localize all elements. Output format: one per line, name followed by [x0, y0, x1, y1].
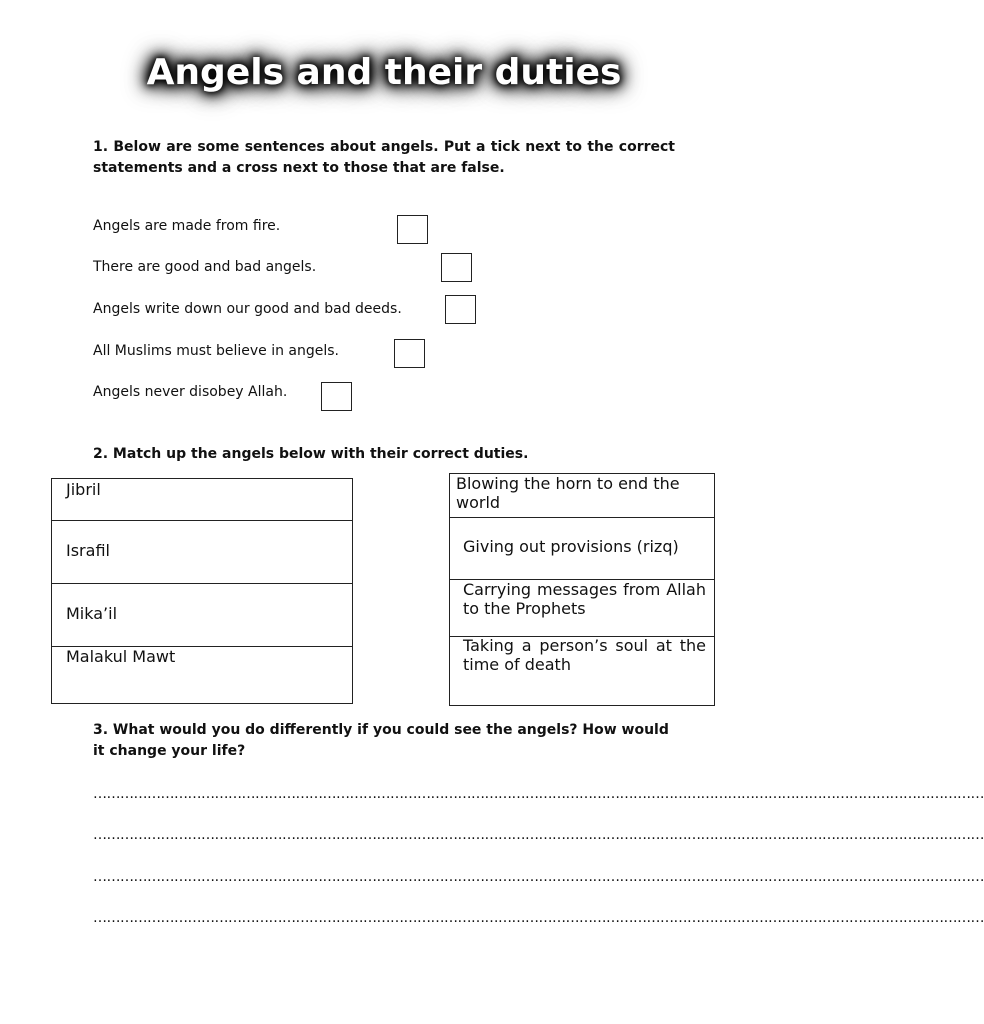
answer-line-1[interactable]: ………………………………………………………………………………………………………………………………………………………………………………	[93, 786, 984, 802]
tick-box-3[interactable]	[445, 295, 476, 324]
tick-box-4[interactable]	[394, 339, 425, 368]
statement-1: Angels are made from fire.	[93, 218, 281, 234]
question-1-text: 1. Below are some sentences about angels. Put a tick next to the correct statements and a cross next to those that are false.	[93, 139, 675, 176]
duties-table	[449, 473, 715, 706]
row-divider	[52, 520, 352, 521]
duty-taking-soul[interactable]: Taking a person’s soul at the time of death	[463, 636, 706, 674]
tick-box-1[interactable]	[397, 215, 428, 244]
statement-4: All Muslims must believe in angels.	[93, 343, 339, 359]
question-3-text: 3. What would you do differently if you could see the angels? How would it change your life?	[93, 722, 669, 759]
answer-line-3[interactable]: ………………………………………………………………………………………………………………………………………………………………………………	[93, 869, 984, 885]
duty-blowing-horn[interactable]: Blowing the horn to end the world	[456, 474, 680, 512]
worksheet-title: Angels and their duties	[146, 52, 622, 93]
answer-line-4[interactable]: ………………………………………………………………………………………………………………………………………………………………………………	[93, 910, 984, 926]
angel-mikail[interactable]: Mika’il	[66, 604, 118, 623]
tick-box-2[interactable]	[441, 253, 472, 282]
angel-israfil[interactable]: Israfil	[66, 541, 110, 560]
statement-3: Angels write down our good and bad deeds.	[93, 301, 402, 317]
row-divider	[52, 583, 352, 584]
angels-table	[51, 478, 353, 704]
statement-2: There are good and bad angels.	[93, 259, 317, 275]
statement-5: Angels never disobey Allah.	[93, 384, 288, 400]
angel-malakul-mawt[interactable]: Malakul Mawt	[66, 647, 176, 666]
angel-jibril[interactable]: Jibril	[66, 480, 101, 499]
answer-line-2[interactable]: ………………………………………………………………………………………………………………………………………………………………………………	[93, 827, 984, 843]
question-2-text: 2. Match up the angels below with their correct duties.	[93, 446, 529, 462]
duty-giving-provisions[interactable]: Giving out provisions (rizq)	[463, 537, 679, 556]
duty-carrying-messages[interactable]: Carrying messages from Allah to the Prophets	[463, 580, 706, 618]
row-divider	[450, 517, 714, 518]
tick-box-5[interactable]	[321, 382, 352, 411]
